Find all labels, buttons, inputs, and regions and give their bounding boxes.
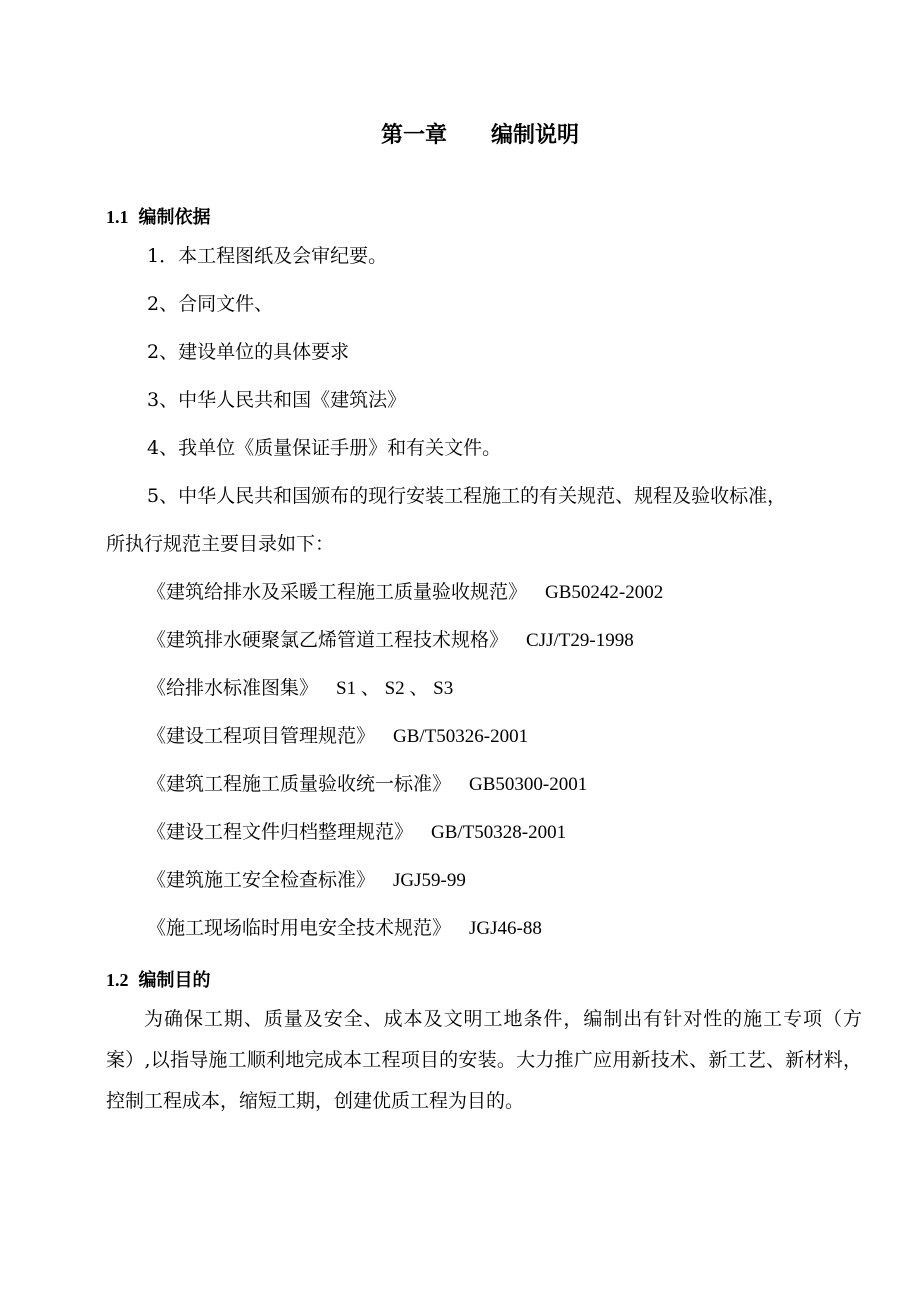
standard-code: GB/T50328-2001: [431, 822, 567, 843]
basis-item: 2、建设单位的具体要求: [147, 341, 350, 363]
standard-code: GB/T50326-2001: [393, 726, 529, 747]
standard-code: JGJ46-88: [469, 918, 542, 939]
standard-item: [147, 628, 634, 653]
standard-name: 《建筑工程施工质量验收统一标准》: [147, 773, 452, 795]
standard-item: [147, 724, 528, 749]
standard-name: 《给排水标准图集》: [147, 677, 319, 699]
standard-name: 《建筑施工安全检查标准》: [147, 869, 376, 891]
basis-item: 5、中华人民共和国颁布的现行安装工程施工的有关规范、规程及验收标准，: [147, 485, 787, 507]
section-title: 编制依据: [138, 207, 211, 228]
section-title: 编制目的: [138, 970, 211, 991]
basis-item: 1．本工程图纸及会审纪要。: [147, 245, 388, 267]
standard-code: GB50242-2002: [545, 582, 664, 603]
standard-name: 《建设工程项目管理规范》: [147, 725, 376, 747]
standard-item: [147, 676, 453, 701]
standard-name: 《建设工程文件归档整理规范》: [147, 821, 414, 843]
standard-name: 《施工现场临时用电安全技术规范》: [147, 917, 452, 939]
basis-continuation: 所执行规范主要目录如下：: [106, 533, 335, 555]
standard-code: JGJ59-99: [393, 870, 466, 891]
section-heading-1-2: [106, 966, 211, 992]
standard-name: 《建筑给排水及采暖工程施工质量验收规范》: [147, 581, 528, 603]
chapter-title: 第一章 编制说明: [380, 123, 579, 148]
section-number: 1.2: [106, 970, 129, 990]
standard-name: 《建筑排水硬聚氯乙烯管道工程技术规格》: [147, 629, 509, 651]
standard-code: CJJ/T29-1998: [526, 630, 634, 651]
standard-item: [147, 580, 663, 605]
standard-item: [147, 868, 466, 893]
purpose-paragraph: 为确保工期、质量及安全、成本及文明工地条件，编制出有针对性的施工专项（方案）,以指导施工顺利地完成本工程项目的安装。大力推广应用新技术、新工艺、新材料，控制工程成本，缩短工期，创建优质工程为目的。: [106, 1008, 862, 1112]
standard-item: [147, 916, 542, 941]
basis-item: 3、中华人民共和国《建筑法》: [147, 389, 407, 411]
standard-code: S1 、 S2 、 S3: [336, 678, 454, 699]
basis-item: 2、合同文件、: [147, 293, 274, 315]
section-number: 1.1: [106, 207, 129, 227]
standard-code: GB50300-2001: [469, 774, 588, 795]
section-heading-1-1: [106, 203, 211, 229]
standard-item: [147, 820, 566, 845]
standard-item: [147, 772, 587, 797]
basis-item: 4、我单位《质量保证手册》和有关文件。: [147, 437, 502, 459]
